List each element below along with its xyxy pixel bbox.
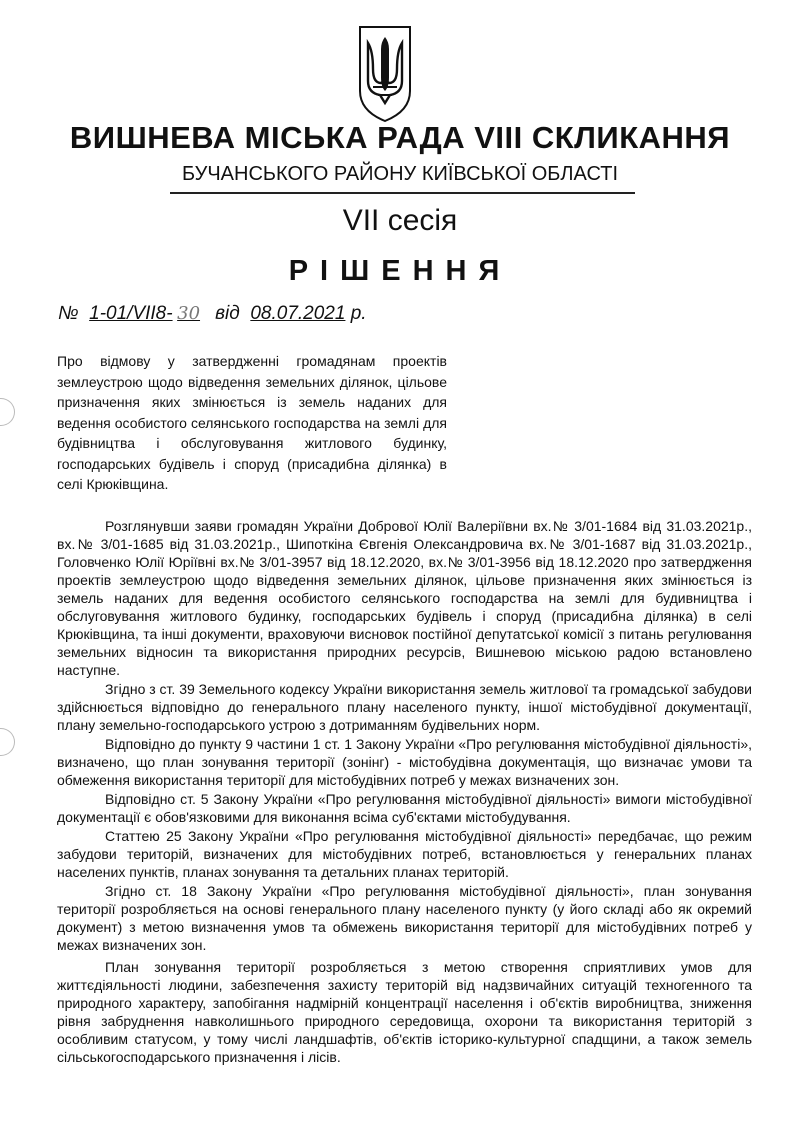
number-label: № xyxy=(58,303,79,324)
binder-hole-mark xyxy=(0,398,15,426)
paragraph: Згідно ст. 18 Закону України «Про регулювання містобудівної діяльності», план зонування території розробляється на основі генерального плану населеного пункту (у його складі або як окремий документ) з метою визначення умов та обмежень використання території для містобудівних потреб у межах визначених зон. xyxy=(57,883,752,953)
paragraph: Відповідно ст. 5 Закону України «Про регулювання містобудівної діяльності» вимоги містобудівної документації є обов'язковими для виконання всіма суб'єктами містобудування. xyxy=(57,791,752,825)
paragraph: Розглянувши заяви громадян України Добрової Юлії Валеріївни вх.№ 3/01-1684 від 31.03.2021р., вх.№ 3/01-1685 від 31.03.2021р., Шипоткіна Євгенія Олександровича вх.№ 3/01-1687 від 31.03.2021р., Головченко Юлії Юріївні вх.№ 3/01-3957 від 18.12.2020, вх.№ 3/01-3956 від 18.12.2020 про затвердження проектів землеустрою щодо відведення земельних ділянок, цільове призначення яких змінюється із земель наданих для ведення особистого селянського господарства на землі для будивництва і обслуговування житлового будинку, господарських будівель і споруд (присадибна ділянка) в селі Крюківщина, та інші документи, враховуючи висновок постійної депутатської комісії з питань регулювання земельних відносин та використання природних ресурсів, Вишневою міською радою встановлено наступне. xyxy=(57,518,752,678)
paragraph: Статтею 25 Закону України «Про регулювання містобудівної діяльності» передбачає, що режим забудови територій, визначених для містобудівних потреб, встановлюється у генеральних планах населених пунктів, планах зонування та детальних планах територій. xyxy=(57,828,752,880)
decision-title: РІШЕННЯ xyxy=(288,255,512,287)
handwritten-number: 30 xyxy=(177,303,201,324)
paragraph: План зонування території розробляється з метою створення сприятливих умов для життєдіяльності людини, забезпечення захисту територій від надзвичайних ситуацій техногенного та природного характеру, запобігання надмірній концентрації населення і об'єктів виробництва, зниження рівня забруднення навколишнього природного середовища, охорони та використання територій з особливим статусом, у тому числі ландшафтів, об'єктів історико-культурної спадщини, а також земель сільськогосподарського призначення і лісів. xyxy=(57,959,752,1065)
district-name: БУЧАНСЬКОГО РАЙОНУ КИЇВСЬКОЇ ОБЛАСТІ xyxy=(181,163,618,185)
decision-number-line xyxy=(58,303,367,325)
header-rule xyxy=(170,192,635,194)
from-label: від xyxy=(215,303,240,324)
session-title: VII сесія xyxy=(342,204,458,237)
decision-date: 08.07.2021 xyxy=(250,303,346,324)
paragraph: Згідно з ст. 39 Земельного кодексу України використання земель житлової та громадської забудови здійснюється відповідно до генерального плану населеного пункту, іншої містобудівної документації, плану земельно-господарського устрою з дотриманням будівельних норм. xyxy=(57,681,752,733)
council-name: ВИШНЕВА МІСЬКА РАДА VIII СКЛИКАННЯ xyxy=(69,120,731,155)
year-suffix: р. xyxy=(350,303,367,324)
decision-number: 1-01/VII8- 30 xyxy=(89,303,204,324)
decision-body xyxy=(57,517,752,1066)
coat-of-arms-icon xyxy=(356,25,414,123)
decision-subject: Про відмову у затвердженні громадянам проектів землеустрою щодо відведення земельних ділянок, цільове призначення яких змінюється із земель наданих для ведення особистого селянського господарства на землі для будівництва і обслуговування житлового будинку, господарських будівель і споруд (присадибна ділянка) в селі Крюківщина. xyxy=(57,353,447,492)
binder-hole-mark xyxy=(0,728,15,756)
paragraph: Відповідно до пункту 9 частини 1 ст. 1 Закону України «Про регулювання містобудівної діяльності», визначено, що план зонування території (зонінг) - містобудівна документація, що визначає умови та обмеження використання території для містобудівних потреб у межах визначених зон. xyxy=(57,736,752,788)
